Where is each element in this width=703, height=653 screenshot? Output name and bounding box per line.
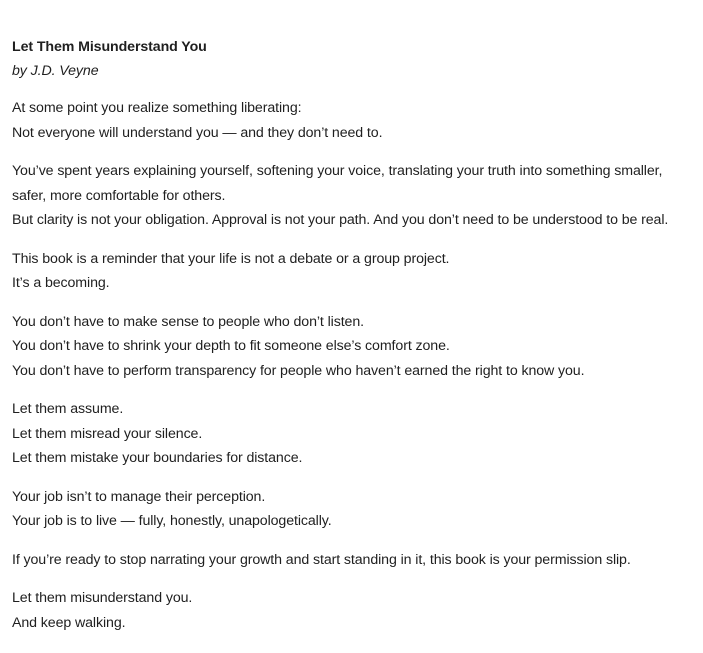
text-line: Let them mistake your boundaries for distance. [12,450,303,466]
text-line: If you’re ready to stop narrating your growth and start standing in it, this book is your permission slip. [12,551,631,568]
text-line: It’s a becoming. [12,275,110,291]
paragraph [12,310,697,384]
text-line: You don’t have to make sense to people who don’t listen. [12,313,364,330]
paragraph [12,247,697,296]
text-line: At some point you realize something liberating: [12,100,302,116]
text-line: Your job is to live — fully, honestly, unapologetically. [12,513,332,529]
text-line: But clarity is not your obligation. Approval is not your path. And you don’t need to be understood to be real. [12,212,669,228]
paragraph [12,159,697,233]
text-line: You’ve spent years explaining yourself, softening your voice, translating your truth into something smaller, [12,163,663,179]
paragraph [12,548,697,573]
text-line: Let them misread your silence. [12,425,203,442]
document-body [12,36,697,635]
text-line: This book is a reminder that your life is not a debate or a group project. [12,250,450,267]
paragraph [12,485,697,534]
text-line: Not everyone will understand you — and they don’t need to. [12,124,383,141]
text-line: You don’t have to perform transparency for people who haven’t earned the right to know you. [12,362,585,379]
paragraph [12,96,697,145]
text-line: You don’t have to shrink your depth to fit someone else’s comfort zone. [12,338,450,354]
author-byline: by J.D. Veyne [12,63,99,79]
text-line: safer, more comfortable for others. [12,187,226,204]
paragraph [12,397,697,471]
text-line: And keep walking. [12,614,126,631]
text-line: Let them misunderstand you. [12,590,193,606]
document-title: Let Them Misunderstand You [12,39,207,55]
paragraph [12,586,697,635]
text-line: Your job isn’t to manage their perception. [12,488,266,505]
text-line: Let them assume. [12,401,124,417]
